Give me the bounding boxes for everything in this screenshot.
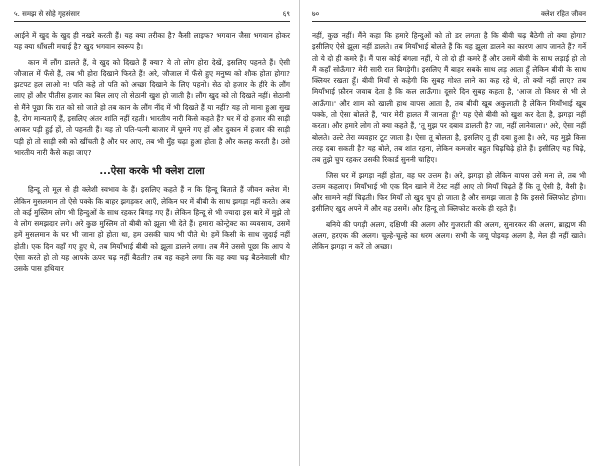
left-paragraph-3: हिन्दू तो मूल से ही क्लेशी स्वभाव के हैं। इसलिए कहते हैं न कि हिन्दू बिताते हैं जीवन क्लेश में! लेकिन मुसलमान तो ऐसे पक्के कि बाहर झगड़कर आएँ, लेकिन घर में बीबी के साथ झगड़ा नहीं करते। अब तो कई मुस्लिम लोग भी हिन्दुओं के साथ रहकर बिगड़ गए हैं। लेकिन हिन्दू से भी ज्यादा इस बारे में मुझे तो वे लोग समझदार लगे। अरे कुछ मुस्लिम तो बीबी को झूला भी देते हैं। हमारा कोन्ट्रेक्ट का व्यवसाय, उसमें हमें मुसलमान के घर भी जाना हो होता था, हम उसकी चाय भी पीते थे! हमें किसी के साथ जुदाई नहीं होती। एक दिन वहाँ गए हुए थे, तब मियाँभाई बीबी को झूला डालने लगा। तब मैंने उससे पूछा कि आप ये ऐसा करते हो तो यह आपके ऊपर चढ़ नहीं बैठती? तब वह कहने लगा कि वह क्या चढ़ बैठनेवाली थी? उसके पास हथियार: [14, 185, 290, 274]
right-header-title: क्लेश रहित जीवन: [541, 10, 586, 18]
right-page-number: ७०: [312, 10, 320, 18]
left-page-number: ६९: [282, 10, 290, 18]
right-paragraph-3: बनिये की पगड़ी अलग, दक्षिणी की अलग और गुजराती की अलग, सुनारकर की अलग, ब्राह्मण की अलग, हरएक की अलग। चूल्हे-चूल्हे का धरम अलग। सभी के जयू पोइयड़ अलग है, मेल ही नहीं खाते। लेकिन झगड़ा न करें तो अच्छा।: [312, 219, 586, 252]
right-paragraph-2: जिस घर में झगड़ा नहीं होता, वह घर उत्तम है। अरे, झगड़ा हो लेकिन वापस उसे मना ले, तब भी उत्तम कहलाए। मियाँभाई भी एक दिन खाने में टेस्ट नहीं आए तो मियाँ चिढ़ते हैं कि तू ऐसी है, वैसी है। और सामने नहीं चिढ़ती। फिर मियाँ तो खुद चुप हो जाता है और समझ जाता है कि इससे क्लिफोट होगा। इसीलिए खुद अपने में और वह उसमें। और हिन्दू तो क्लिफोट करके ही रहते हैं।: [312, 170, 586, 214]
section-title: ...ऐसा करके भी क्लेश टाला: [99, 166, 205, 178]
left-page-header: [14, 10, 290, 22]
left-paragraph-2: कान में लौंग डालते हैं, वे खुद को दिखते हैं क्या? ये तो लोग होरा देखें, इसलिए पहनते हैं। ऐसी जौजाल में फँसे हैं, तब भी होरा दिखाने फिरते हैं! अरे, जौजाल में फँसे हुए मनुष्य को शौक होता होगा? झटपट हल लाओ न! पति कहे तो पति को अच्छा दिखाने के लिए पहनो। सेठ दो हजार के हीरे के लौंग लाए हों और पीतीस हजार का बिल लाए तो सेठानी खुश हो जाती है। लौंग खुद को तो दिखते नहीं। सेठानी से मैंने पूछा कि रात को सो जाते हो तब कान के लौंग नींद में भी दिखते हैं या नहीं? यह तो माना हुआ सुख है, रोग मान्यताएँ हैं, इसलिए अंतर शांति नहीं रहती। भारतीय नारी किसे कहते हैं? घर में दो हजार की साड़ी आकर पड़ी हुई हों, तो पहनती हैं। यह तो पति-पत्नी बाजार में घूमने गए हों और दुकान में हजार की साड़ी पड़ी हो तो साड़ी स्त्री को खींचती है और घर आए, तब भी मुँह चढ़ा हुआ होता है और कलह करती है। उसे भारतीय नारी कैसे कहा जाए?: [14, 57, 290, 157]
right-paragraph-1: नहीं, कुछ नहीं। मैंने कहा कि हमारे हिन्दुओं को तो डर लगता है कि बीवी चढ़ बैठेगी तो क्या होगा? इसीलिए ऐसे झूला नहीं डालते। तब मियाँभाई बोलते हैं कि यह झूला डालने का कारण आप जानते हैं? गर्ने तो ये दो ही कमरे हैं। मैं पास कोई बंगला नहीं, ये तो दो ही कमरे हैं और उसमें बीवी के साथ लड़ाई हो तो मैं कहाँ सोऊँगा? मेरी सारी रात बिगड़ेगी। इसलिए मैं बाहर सबके साथ लड़ आता हूँ लेकिन बीवी के साथ क्लियर रखता हूँ। बीवी मियाँ से कहेगी कि सुबह गोश्त लाने का कह रहे थे, तो क्यों नहीं लाए? तब मियाँभाई फ़ौरन जवाब देता है कि कल लाऊँगा। दूसरे दिन सुबह कहता है, 'आज तो किधर से भी ले आऊँगा।' और शाम को खाली हाथ वापस आता है, तब बीवी खूब अकुलाती है लेकिन मियाँभाई खूब पक्के, तो ऐसा बोलते हैं, 'यार मेरी हालत मैं जानता हूँ!' यह ऐसे बीवी को खुश कर देता है, झगड़ा नहीं करता। और हमारे लोग तो क्या कहते हैं, 'तू मुझ पर दबाव डालती है? जा, नहीं लानेवाला।' अरे, ऐसा नहीं बोलते। उल्टे तेरा व्यवहार टूट जाता है। ऐसा तू बोलता है, इसलिए तू ही दबा हुआ है। अरे, यह मुझे किस तरह दबा सकती है? यह बोले, तब शांत रहना, लेकिन कमजोर बहुत चिढ़चिढ़े होते हैं। इसीलिए यह चिढ़े, तब तुझे चुप रहकर उसकी रिकार्ड सुननी चाहिए।: [312, 31, 586, 165]
left-paragraph-1: आईने में खुद के खुद ही नखरे करती हैं। यह क्या तरीका है? कैसी लाइफ? भगवान जैसा भगवान होकर यह क्या धाँधली मचाई है? खुद भगवान स्वरूप है।: [14, 31, 290, 52]
right-page-header: [312, 10, 586, 22]
left-header-title: ५. समझ से सोहे गृहसंसार: [14, 10, 80, 18]
right-page: [300, 0, 600, 466]
